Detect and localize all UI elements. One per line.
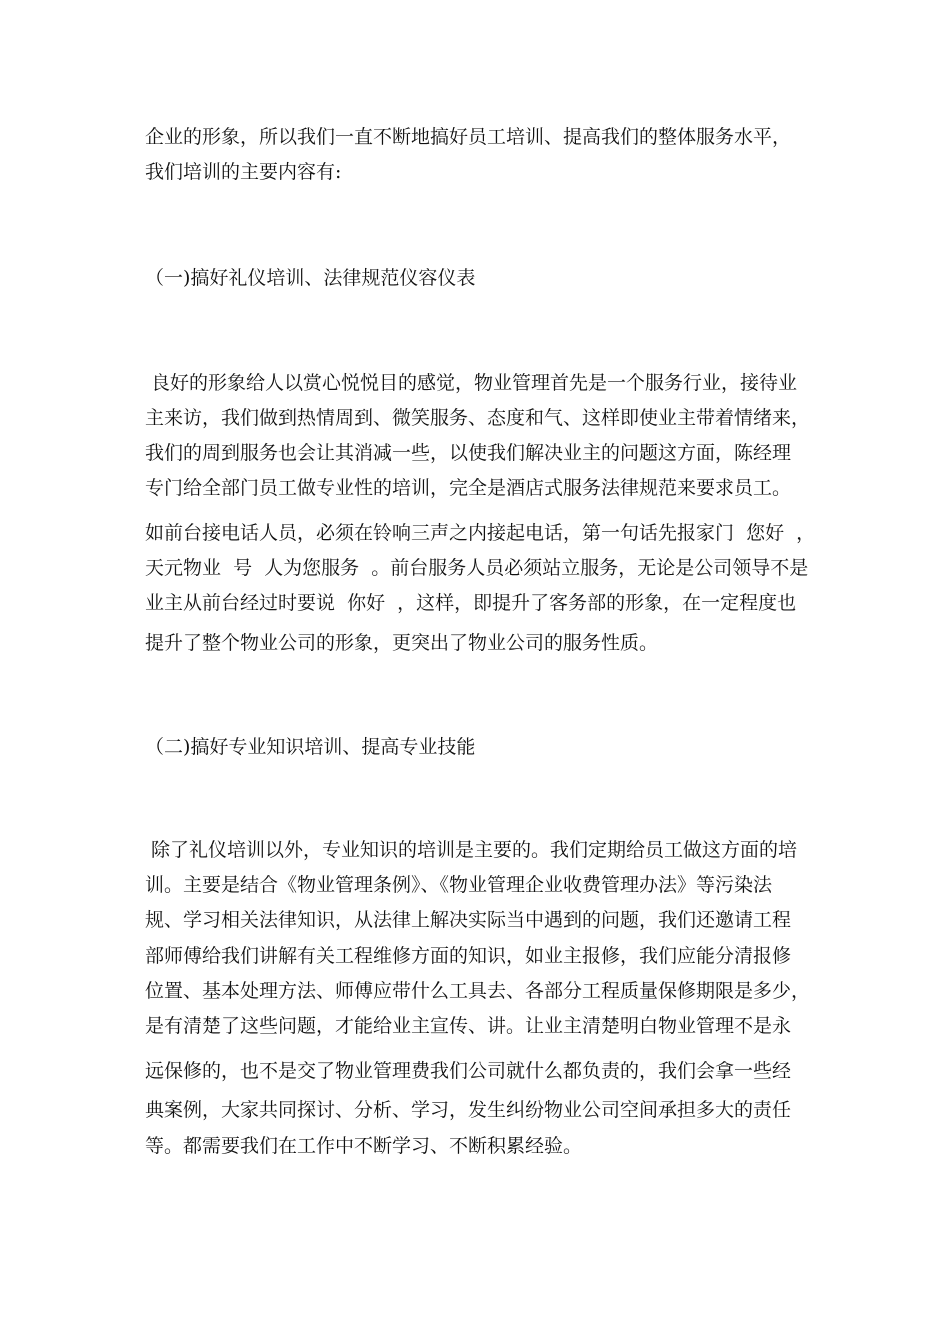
section-2-heading: （二)搞好专业知识培训、提高专业技能 bbox=[145, 736, 476, 758]
section-2-line-3: 规、学习相关法律知识，从法律上解决实际当中遇到的问题，我们还邀请工程 bbox=[145, 909, 792, 931]
section-2-line-8: 典案例，大家共同探讨、分析、学习，发生纠纷物业公司空间承担多大的责任 bbox=[145, 1099, 792, 1121]
section-1-line-7: 业主从前台经过时要说 你好 ，这样，即提升了客务部的形象，在一定程度也 bbox=[145, 592, 797, 614]
intro-line-2: 我们培训的主要内容有: bbox=[145, 161, 342, 183]
section-2-line-4: 部师傅给我们讲解有关工程维修方面的知识，如业主报修，我们应能分清报修 bbox=[145, 945, 792, 967]
intro-line-1: 企业的形象，所以我们一直不断地搞好员工培训、提高我们的整体服务水平， bbox=[145, 126, 792, 148]
section-1-line-5: 如前台接电话人员，必须在铃响三声之内接起电话，第一句话先报家门 您好 ， bbox=[145, 522, 816, 544]
section-1-line-3: 我们的周到服务也会让其消减一些，以使我们解决业主的问题这方面，陈经理 bbox=[145, 442, 792, 464]
section-2-line-2: 训。主要是结合《物业管理条例》、《物业管理企业收费管理办法》等污染法 bbox=[145, 874, 773, 896]
section-1-line-8: 提升了整个物业公司的形象，更突出了物业公司的服务性质。 bbox=[145, 632, 659, 654]
section-1-line-6: 天元物业 号 人为您服务 。前台服务人员必须站立服务，无论是公司领导不是 bbox=[145, 557, 809, 579]
section-2-line-7: 远保修的，也不是交了物业管理费我们公司就什么都负责的，我们会拿一些经 bbox=[145, 1060, 792, 1082]
section-2-line-6: 是有清楚了这些问题，才能给业主宣传、讲。让业主清楚明白物业管理不是永 bbox=[145, 1015, 792, 1037]
section-2-line-9: 等。都需要我们在工作中不断学习、不断积累经验。 bbox=[145, 1135, 583, 1157]
section-2-line-1: 除了礼仪培训以外，专业知识的培训是主要的。我们定期给员工做这方面的培 bbox=[145, 839, 798, 861]
section-1-heading: （一)搞好礼仪培训、法律规范仪容仪表 bbox=[145, 267, 476, 289]
section-1-line-4: 专门给全部门员工做专业性的培训，完全是酒店式服务法律规范来要求员工。 bbox=[145, 477, 792, 499]
section-1-line-2: 主来访，我们做到热情周到、微笑服务、态度和气、这样即使业主带着情绪来， bbox=[145, 407, 811, 429]
section-2-line-5: 位置、基本处理方法、师傅应带什么工具去、各部分工程质量保修期限是多少， bbox=[145, 980, 811, 1002]
section-1-line-1: 良好的形象给人以赏心悦悦目的感觉，物业管理首先是一个服务行业，接待业 bbox=[145, 372, 798, 394]
